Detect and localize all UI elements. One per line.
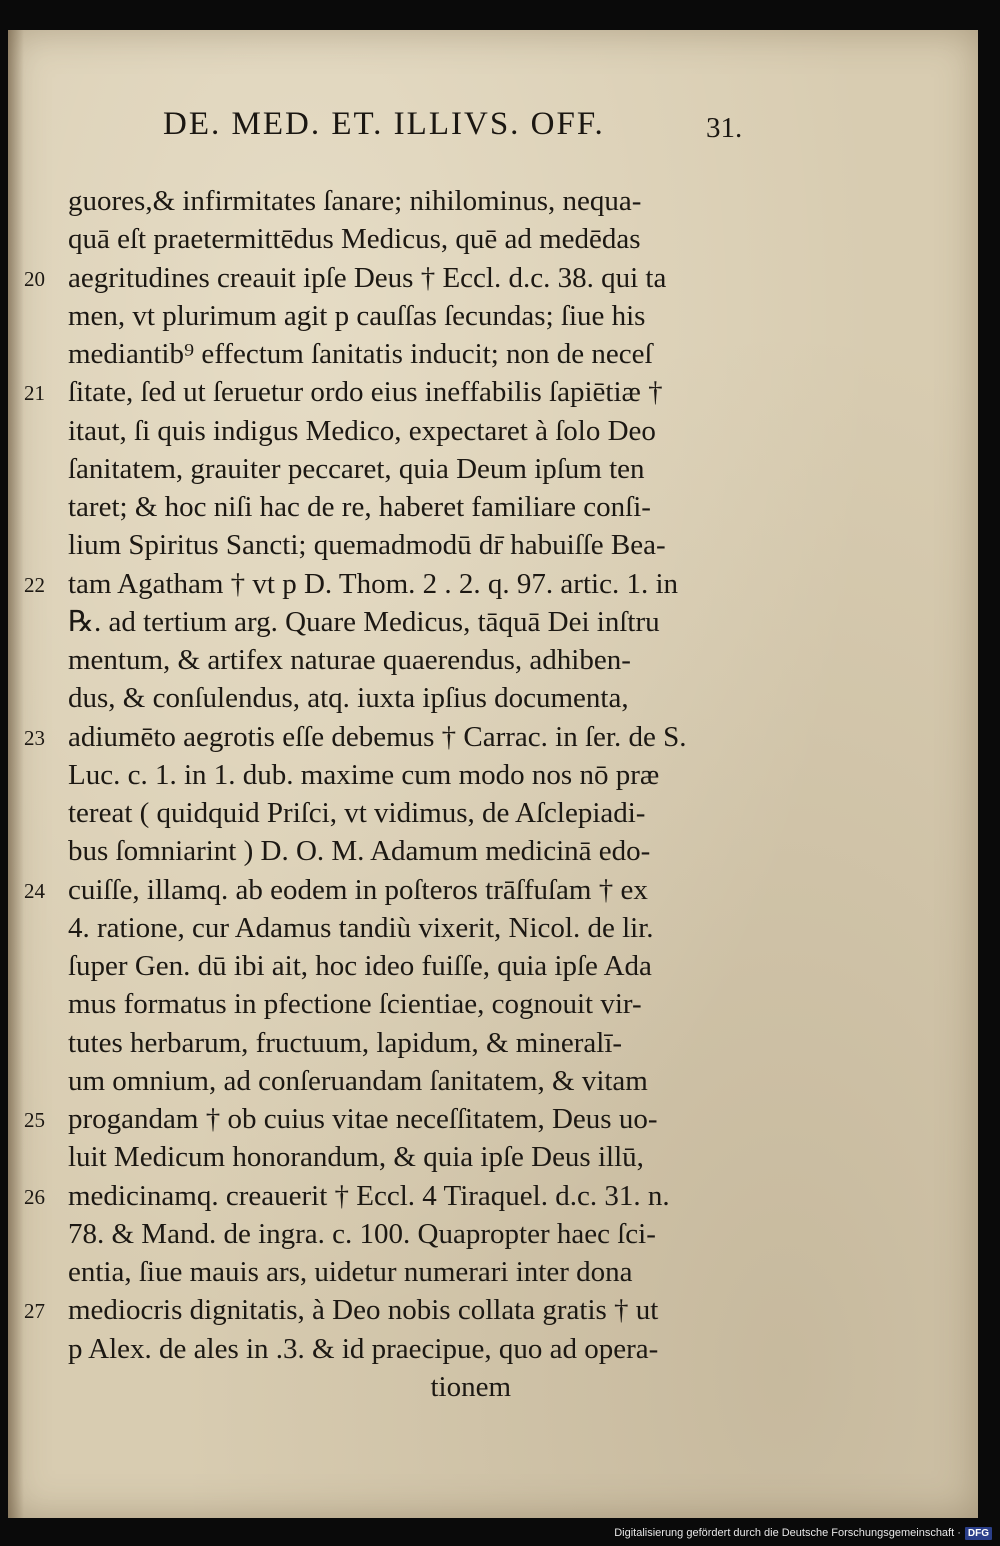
line-text: 78. & Mand. de ingra. c. 100. Quapropter haec ſci- — [68, 1217, 656, 1250]
line-text: ſuper Gen. dū ibi ait, hoc ideo fuiſſe, quia ipſe Ada — [68, 950, 652, 982]
line-text: ſitate, ſed ut ſeruetur ordo eius ineffabilis ſapiētiæ † — [68, 376, 663, 409]
line-text: adiumēto aegrotis eſſe debemus † Carrac. in ſer. de S. — [68, 720, 687, 753]
text-line — [8, 871, 978, 909]
line-text: men, vt plurimum agit p cauſſas ſecundas; ſiue his — [68, 299, 646, 332]
text-line — [8, 1100, 978, 1138]
text-line — [8, 794, 978, 832]
text-line — [8, 1291, 978, 1329]
text-line — [8, 1138, 978, 1176]
line-text: progandam † ob cuius vitae neceſſitatem, Deus uo- — [68, 1103, 658, 1135]
line-text: 4. ratione, cur Adamus tandiù vixerit, Nicol. de lir. — [68, 911, 654, 944]
text-line — [8, 1177, 978, 1215]
line-text: mus formatus in pfectione ſcientiae, cognouit vir- — [68, 988, 642, 1021]
marginal-number: 21 — [24, 381, 45, 406]
text-line — [8, 1330, 978, 1368]
text-line — [8, 182, 978, 220]
text-line — [8, 641, 978, 679]
text-line — [8, 1253, 978, 1291]
book-page — [8, 30, 978, 1518]
credit-text: Digitalisierung gefördert durch die Deutsche Forschungsgemeinschaft · — [614, 1527, 961, 1539]
line-text: guores,& infirmitates ſanare; nihilominus, nequa- — [68, 185, 642, 217]
line-text: um omnium, ad conſeruandam ſanitatem, & vitam — [68, 1064, 648, 1097]
line-text: dus, & conſulendus, atq. iuxta ipſius documenta, — [68, 682, 629, 715]
running-head: DE. MED. ET. ILLIVS. OFF. — [163, 106, 605, 142]
line-text: aegritudines creauit ipſe Deus † Eccl. d.c. 38. qui ta — [68, 261, 667, 294]
text-line — [8, 1368, 978, 1406]
line-text: tutes herbarum, fructuum, lapidum, & mineralī- — [68, 1026, 623, 1059]
text-line — [8, 603, 978, 641]
text-line — [8, 756, 978, 794]
text-line — [8, 488, 978, 526]
line-text: quā eſt praetermittēdus Medicus, quē ad medēdas — [68, 223, 641, 256]
text-line — [8, 526, 978, 564]
text-line — [8, 335, 978, 373]
line-text: p Alex. de ales in .3. & id praecipue, quo ad opera- — [68, 1332, 659, 1365]
line-text: luit Medicum honorandum, & quia ipſe Deus illū, — [68, 1141, 644, 1174]
line-text: tereat ( quidquid Priſci, vt vidimus, de Aſclepiadi- — [68, 797, 646, 829]
marginal-number: 24 — [24, 878, 45, 903]
marginal-number: 26 — [24, 1184, 45, 1209]
line-text: ℞. ad tertium arg. Quare Medicus, tāquā Dei inſtru — [68, 605, 660, 638]
body-text — [8, 182, 978, 1406]
text-line — [8, 297, 978, 335]
line-text: Luc. c. 1. in 1. dub. maxime cum modo nos nō præ — [68, 758, 660, 791]
page-number: 31. — [706, 112, 743, 144]
digitization-credit — [614, 1524, 992, 1542]
text-line — [8, 565, 978, 603]
text-line — [8, 373, 978, 411]
line-text: cuiſſe, illamq. ab eodem in poſteros trāſfuſam † ex — [68, 873, 648, 906]
text-line — [8, 947, 978, 985]
text-line — [8, 909, 978, 947]
line-text: taret; & hoc niſi hac de re, haberet familiare conſi- — [68, 491, 651, 523]
text-line — [8, 718, 978, 756]
line-text: tionem — [68, 1370, 512, 1403]
text-line — [8, 220, 978, 258]
marginal-number: 25 — [24, 1108, 45, 1132]
text-line — [8, 1215, 978, 1253]
line-text: mentum, & artifex naturae quaerendus, adhiben- — [68, 644, 631, 676]
line-text: entia, ſiue mauis ars, uidetur numerari inter dona — [68, 1256, 633, 1288]
line-text: ſanitatem, grauiter peccaret, quia Deum ipſum ten — [68, 452, 645, 485]
line-text: mediocris dignitatis, à Deo nobis collata gratis † ut — [68, 1294, 659, 1327]
line-text: lium Spiritus Sancti; quemadmodū dr̄ habuiſſe Bea- — [68, 529, 666, 562]
marginal-number: 23 — [24, 725, 45, 750]
text-line — [8, 985, 978, 1023]
line-text: bus ſomniarint ) D. O. M. Adamum medicinā edo- — [68, 835, 651, 868]
page-header — [8, 102, 978, 162]
text-line — [8, 679, 978, 717]
line-text: mediantib⁹ effectum ſanitatis inducit; non de neceſ — [68, 338, 653, 370]
text-line — [8, 259, 978, 297]
text-line — [8, 450, 978, 488]
text-line — [8, 1024, 978, 1062]
line-text: itaut, ſi quis indigus Medico, expectaret à ſolo Deo — [68, 414, 656, 447]
marginal-number: 27 — [24, 1299, 45, 1324]
marginal-number: 20 — [24, 266, 45, 291]
dfg-logo-icon: DFG — [965, 1527, 992, 1540]
marginal-number: 22 — [24, 572, 45, 597]
line-text: tam Agatham † vt p D. Thom. 2 . 2. q. 97. artic. 1. in — [68, 567, 679, 600]
text-line — [8, 832, 978, 870]
line-text: medicinamq. creauerit † Eccl. 4 Tiraquel. d.c. 31. n. — [68, 1179, 670, 1212]
text-line — [8, 412, 978, 450]
text-line — [8, 1062, 978, 1100]
